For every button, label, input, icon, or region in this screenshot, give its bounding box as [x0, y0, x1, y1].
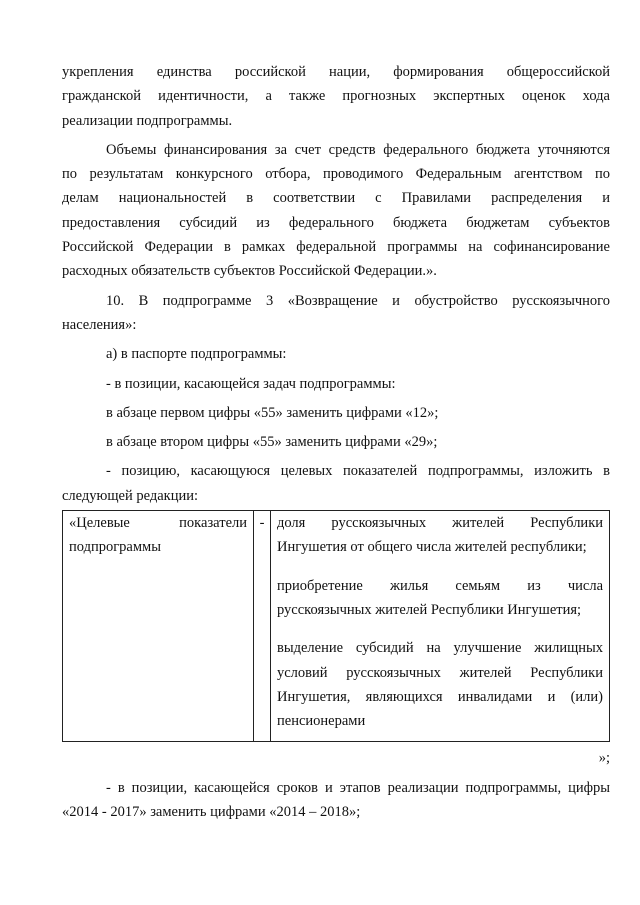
paragraph-line: реализации подпрограммы. — [62, 112, 233, 129]
table-content-cell — [271, 511, 610, 742]
paragraph-line: Российской Федерации в рамках федеральной программы на софинансирование — [62, 239, 610, 256]
list-item-second: в абзаце втором цифры «55» заменить цифрами «29»; — [106, 434, 438, 451]
table-dash-cell: - — [254, 511, 271, 742]
table-label-word: показатели — [179, 515, 247, 532]
paragraph-line: следующей редакции: — [62, 487, 199, 504]
paragraph-line: гражданской идентичности, а также прогнозных экспертных оценок хода — [62, 88, 610, 105]
paragraph-line: укрепления единства российской нации, формирования общероссийской — [62, 64, 610, 80]
table-item: доля русскоязычных жителей Республики Ингушетия от общего числа жителей республики; — [277, 515, 603, 556]
list-item-a: а) в паспорте подпрограммы: — [106, 346, 287, 363]
paragraph-line: расходных обязательств субъектов Российской Федерации.». — [62, 263, 437, 280]
table-item: приобретение жилья семьям из числа русскоязычных жителей Республики Ингушетия; — [277, 577, 603, 618]
document-page — [62, 60, 610, 824]
table-item: выделение субсидий на улучшение жилищных условий русскоязычных жителей Республики Ингушетия, являющихся инвалидами и (или) пенсионерами — [277, 640, 603, 730]
paragraph-line: делам национальностей в соответствии с Правилами распределения и — [62, 190, 610, 207]
table-row — [63, 511, 610, 742]
paragraph-line: - в позиции, касающейся сроков и этапов реализации подпрограммы, цифры — [106, 779, 610, 796]
paragraph-line: предоставления субсидий из федерального бюджета бюджетам субъектов — [62, 214, 610, 231]
table-label-word: «Целевые — [69, 515, 130, 532]
indicators-table — [62, 510, 610, 742]
list-item-first: в абзаце первом цифры «55» заменить цифрами «12»; — [106, 404, 439, 421]
paragraph-line: 10. В подпрограмме 3 «Возвращение и обустройство русскоязычного — [106, 292, 610, 309]
paragraph-line: Объемы финансирования за счет средств федерального бюджета уточняются — [106, 141, 610, 158]
paragraph-line: населения»: — [62, 316, 137, 333]
list-item-tasks: - в позиции, касающейся задач подпрограммы: — [106, 375, 396, 392]
paragraph-line: - позицию, касающуюся целевых показателей подпрограммы, изложить в — [106, 463, 610, 480]
paragraph-line: по результатам конкурсного отбора, проводимого Федеральным агентством по — [62, 166, 610, 183]
table-label-line: подпрограммы — [69, 539, 161, 556]
paragraph-line: «2014 - 2017» заменить цифрами «2014 – 2018»; — [62, 804, 361, 821]
table-label-cell — [63, 511, 254, 742]
closing-quote: »; — [598, 750, 610, 767]
